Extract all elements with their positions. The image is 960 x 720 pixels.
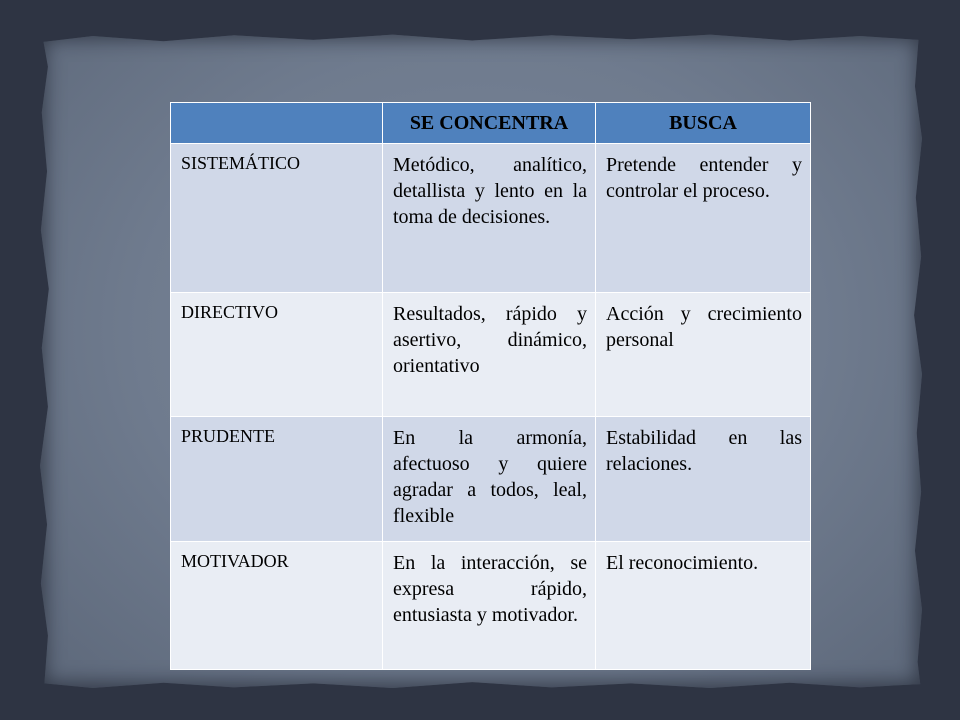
table-header-row [171,103,811,144]
row-focus-cell: En la armonía, afectuoso y quiere agradar a todos, leal, flexible [383,417,596,541]
row-focus-cell: En la interacción, se expresa rápido, entusiasta y motivador. [383,541,596,670]
header-cell-empty [171,103,383,144]
row-type-cell: DIRECTIVO [171,292,383,416]
row-focus-cell: Metódico, analítico, detallista y lento en la toma de decisiones. [383,144,596,293]
behavior-styles-table [170,102,811,670]
row-focus-cell: Resultados, rápido y asertivo, dinámico, orientativo [383,292,596,416]
row-seeks-cell: Acción y crecimiento personal [596,292,811,416]
row-seeks-cell: Estabilidad en las relaciones. [596,417,811,541]
table-row [171,541,811,670]
row-type-cell: SISTEMÁTICO [171,144,383,293]
table-row [171,144,811,293]
behavior-styles-table-container [170,102,810,670]
table-row [171,292,811,416]
row-type-cell: PRUDENTE [171,417,383,541]
header-cell-busca: BUSCA [596,103,811,144]
row-seeks-cell: Pretende entender y controlar el proceso. [596,144,811,293]
row-seeks-cell: El reconocimiento. [596,541,811,670]
row-type-cell: MOTIVADOR [171,541,383,670]
table-row [171,417,811,541]
header-cell-se-concentra: SE CONCENTRA [383,103,596,144]
